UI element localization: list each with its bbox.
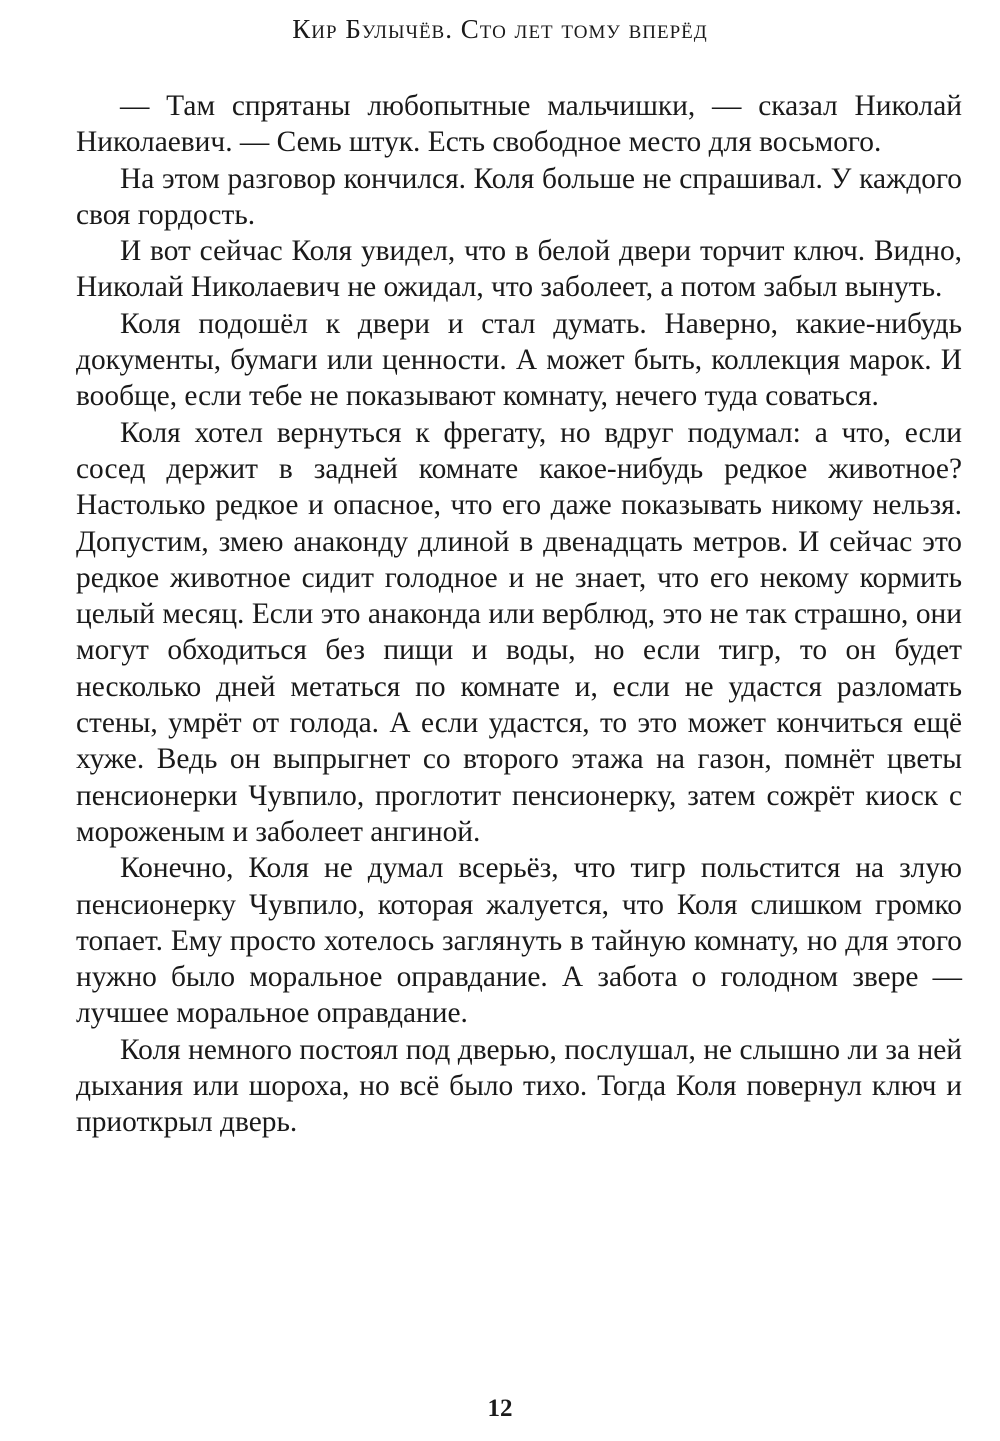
paragraph: Конечно, Коля не думал всерьёз, что тигр польстится на злую пенсионерку Чувпило, которая жалуется, что Коля слишком громко топает. Ему просто хотелось заглянуть в тайную комнату, но для этого нужно было моральное оправдание. А забота о голодном звере — лучшее моральное оправдание. [76, 852, 962, 1030]
paragraph: Коля подошёл к двери и стал думать. Наверно, какие-нибудь документы, бумаги или ценности. А может быть, коллекция марок. И вообще, если тебе не показывают комнату, нечего туда соваться. [76, 307, 962, 413]
running-head-title: Кир Булычёв. Сто лет тому вперёд [292, 14, 708, 44]
paragraph: Коля хотел вернуться к фрегату, но вдруг подумал: а что, если сосед держит в задней комнате какое-нибудь редкое животное? Настолько редкое и опасное, что его даже показывать никому нельзя. Допустим, змею анаконду длиной в двенадцать метров. И сейчас это редкое животное сидит голодное и не знает, что его некому кормить целый месяц. Если это анаконда или верблюд, это не так страшно, они могут обходиться без пищи и воды, но если тигр, то он будет несколько дней метаться по комнате и, если не удастся разломать стены, умрёт от голода. А если удастся, то это может кончиться ещё хуже. Ведь он выпрыгнет со второго этажа на газон, помнёт цветы пенсионерки Чувпило, проглотит пенсионерку, затем сожрёт киоск с мороженым и заболеет ангиной. [76, 416, 962, 848]
page-number: 12 [487, 1395, 513, 1422]
paragraph: И вот сейчас Коля увидел, что в белой двери торчит ключ. Видно, Николай Николаевич не ожидал, что заболеет, а потом забыл вынуть. [76, 235, 962, 304]
paragraph: Коля немного постоял под дверью, послушал, не слышно ли за ней дыхания или шороха, но всё было тихо. Тогда Коля повернул ключ и приоткрыл дверь. [76, 1033, 962, 1139]
paragraph: — Там спрятаны любопытные мальчишки, — сказал Николай Николаевич. — Семь штук. Есть свободное место для восьмого. [76, 90, 962, 159]
paragraph: На этом разговор кончился. Коля больше не спрашивал. У каждого своя гордость. [76, 162, 962, 231]
body-text [76, 88, 962, 1141]
